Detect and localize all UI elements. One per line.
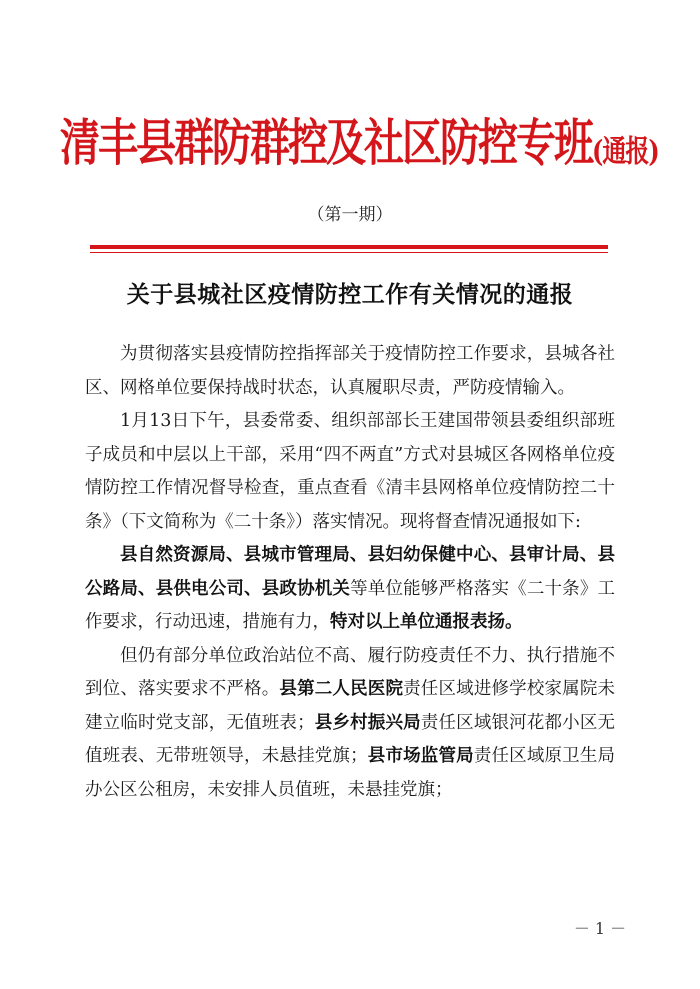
text-run: 等单位能够严格落实《二十条》工作要求，行动迅速，措施有力， <box>85 578 616 632</box>
bold-text-run: 县乡村振兴局 <box>314 712 421 733</box>
paragraph-3 <box>85 539 615 640</box>
document-body <box>85 338 615 807</box>
document-title: 关于县城社区疫情防控工作有关情况的通报 <box>126 281 574 308</box>
bold-text-run: 县自然资源局、县城市管理局、县妇幼保健中心、县审计局、县公路局、县供电公司、县政协机关 <box>85 545 615 599</box>
page-number: － 1 － <box>573 919 627 938</box>
bold-text-run: 县第二人民医院 <box>279 679 404 699</box>
bold-text-run: 县市场监管局 <box>367 746 474 766</box>
text-run: 但仍有部分单位政治站位不高、履行防疫责任不力、执行措施不到位、落实要求不严格。 <box>85 645 615 699</box>
red-separator-thick <box>90 245 608 249</box>
red-separator-thin <box>90 252 608 253</box>
paragraph-1 <box>85 338 615 405</box>
paragraph-4 <box>85 640 615 808</box>
masthead-title: 清丰县群防群控及社区防控专班 <box>60 113 592 173</box>
text-run: 责任区域原卫生局办公区公租房，未安排人员值班，未悬挂党旗； <box>85 746 616 800</box>
text-run: 责任区域银河花都小区无值班表、无带班领导，未悬挂党旗； <box>85 712 616 766</box>
issue-number: （第一期） <box>307 205 393 225</box>
paragraph-2 <box>85 405 615 539</box>
text-run: 责任区域进修学校家属院未建立临时党支部，无值班表； <box>85 679 616 733</box>
masthead-suffix: (通报) <box>592 132 659 169</box>
text-run: 为贯彻落实县疫情防控指挥部关于疫情防控工作要求，县城各社区、网格单位要保持战时状态，认真履职尽责，严防疫情输入。 <box>85 344 615 398</box>
text-run: 1月13日下午，县委常委、组织部部长王建国带领县委组织部班子成员和中层以上干部，采用“四不两直”方式对县城区各网格单位疫情防控工作情况督导检查，重点查看《清丰县网格单位疫情防控二十条》（下文简称为《二十条》）落实情况。现将督查情况通报如下: <box>85 411 615 532</box>
masthead <box>60 113 659 175</box>
bold-text-run: 特对以上单位通报表扬。 <box>330 612 523 632</box>
